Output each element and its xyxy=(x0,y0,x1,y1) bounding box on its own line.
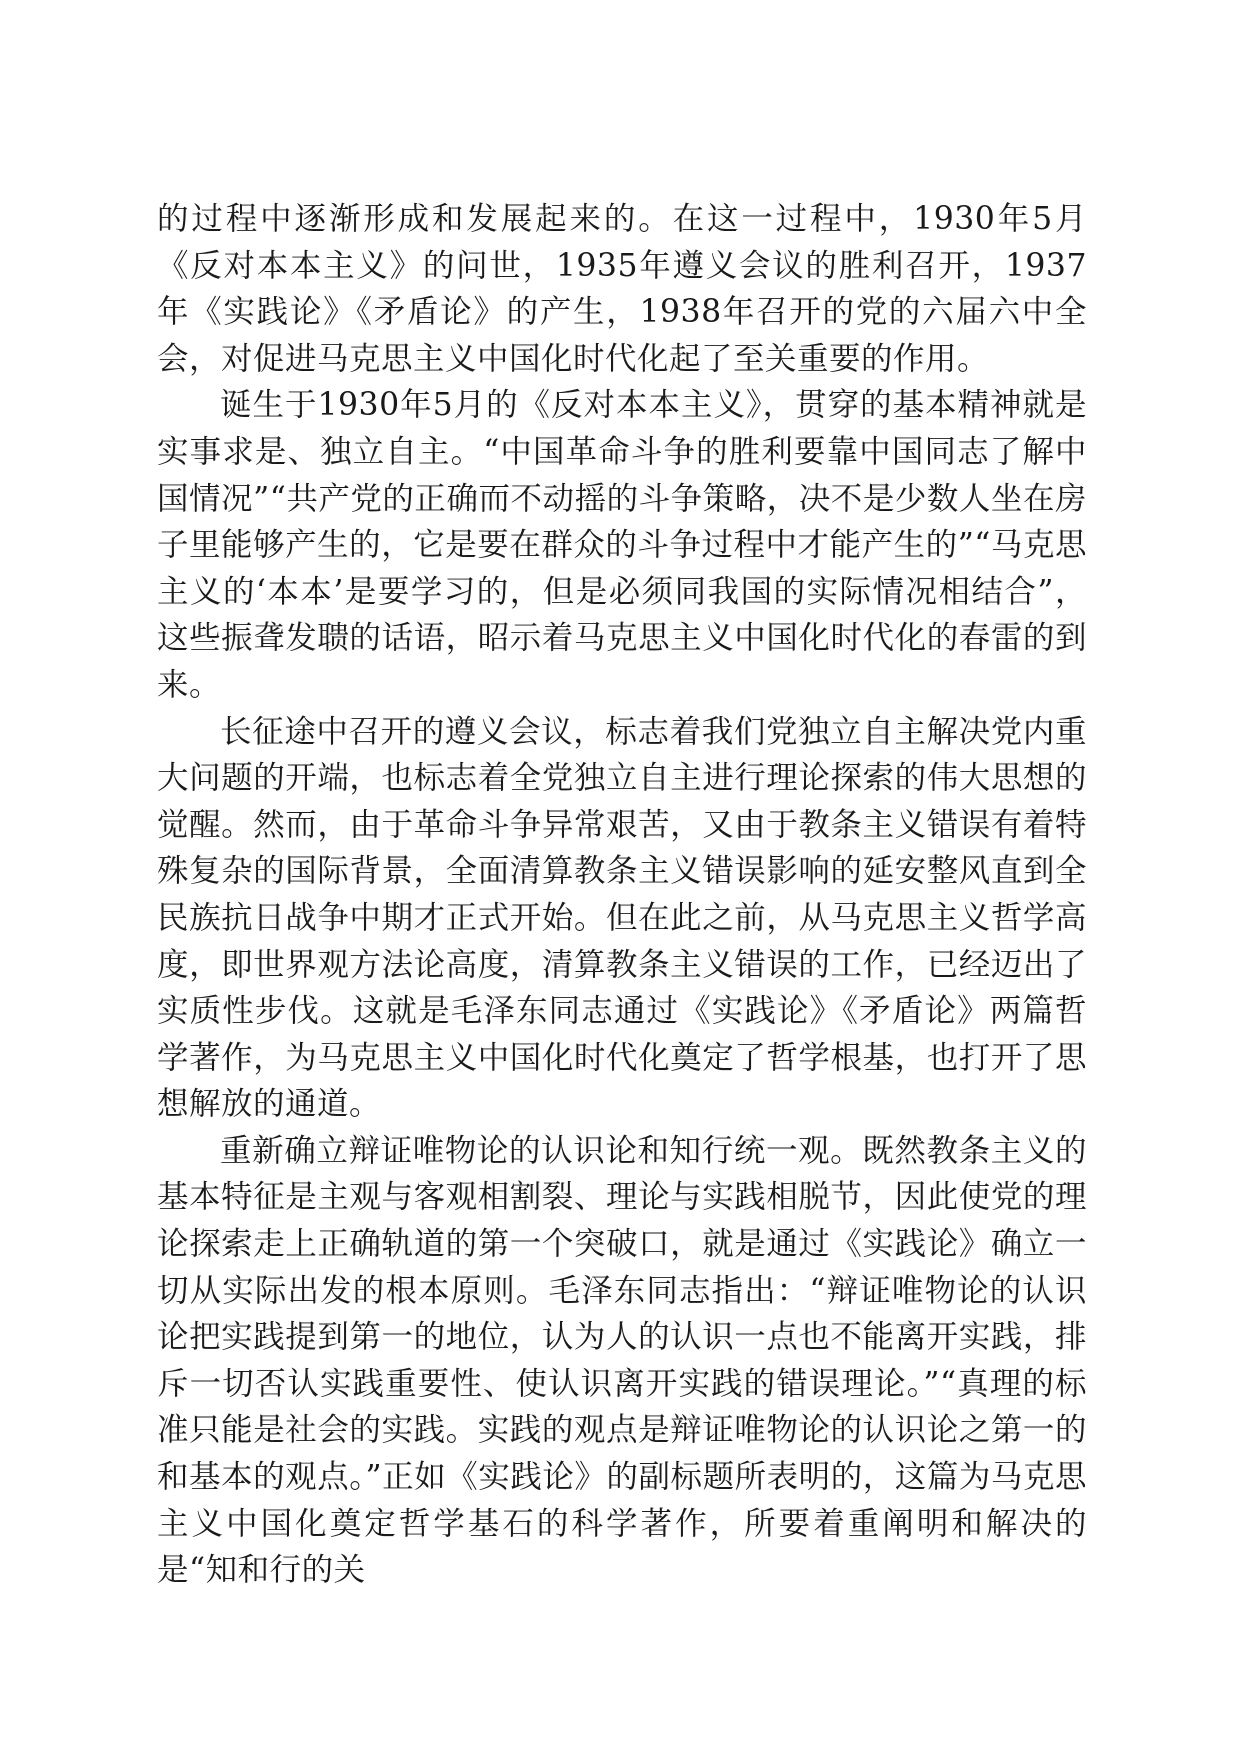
paragraph-1: 的过程中逐渐形成和发展起来的。在这一过程中，1930年5月《反对本本主义》的问世，1935年遵义会议的胜利召开，1937年《实践论》《矛盾论》的产生，1938年召开的党的六届六中全会，对促进马克思主义中国化时代化起了至关重要的作用。 xyxy=(157,201,1087,377)
paragraph-4: 重新确立辩证唯物论的认识论和知行统一观。既然教条主义的基本特征是主观与客观相割裂、理论与实践相脱节，因此使党的理论探索走上正确轨道的第一个突破口，就是通过《实践论》确立一切从实际出发的根本原则。毛泽东同志指出：“辩证唯物论的认识论把实践提到第一的地位，认为人的认识一点也不能离开实践，排斥一切否认实践重要性、使认识离开实践的错误理论。”“真理的标准只能是社会的实践。实践的观点是辩证唯物论的认识论之第一的和基本的观点。”正如《实践论》的副标题所表明的，这篇为马克思主义中国化奠定哲学基石的科学著作，所要着重阐明和解决的是“知和行的关 xyxy=(157,1132,1087,1589)
document-body xyxy=(157,196,1087,1594)
paragraph-3: 长征途中召开的遵义会议，标志着我们党独立自主解决党内重大问题的开端，也标志着全党独立自主进行理论探索的伟大思想的觉醒。然而，由于革命斗争异常艰苦，又由于教条主义错误有着特殊复杂的国际背景，全面清算教条主义错误影响的延安整风直到全民族抗日战争中期才正式开始。但在此之前，从马克思主义哲学高度，即世界观方法论高度，清算教条主义错误的工作，已经迈出了实质性步伐。这就是毛泽东同志通过《实践论》《矛盾论》两篇哲学著作，为马克思主义中国化时代化奠定了哲学根基，也打开了思想解放的通道。 xyxy=(157,713,1087,1123)
paragraph-2: 诞生于1930年5月的《反对本本主义》，贯穿的基本精神就是实事求是、独立自主。“中国革命斗争的胜利要靠中国同志了解中国情况”“共产党的正确而不动摇的斗争策略，决不是少数人坐在房子里能够产生的，它是要在群众的斗争过程中才能产生的”“马克思主义的‘本本’是要学习的，但是必须同我国的实际情况相结合”，这些振聋发聩的话语，昭示着马克思主义中国化时代化的春雷的到来。 xyxy=(157,387,1087,703)
